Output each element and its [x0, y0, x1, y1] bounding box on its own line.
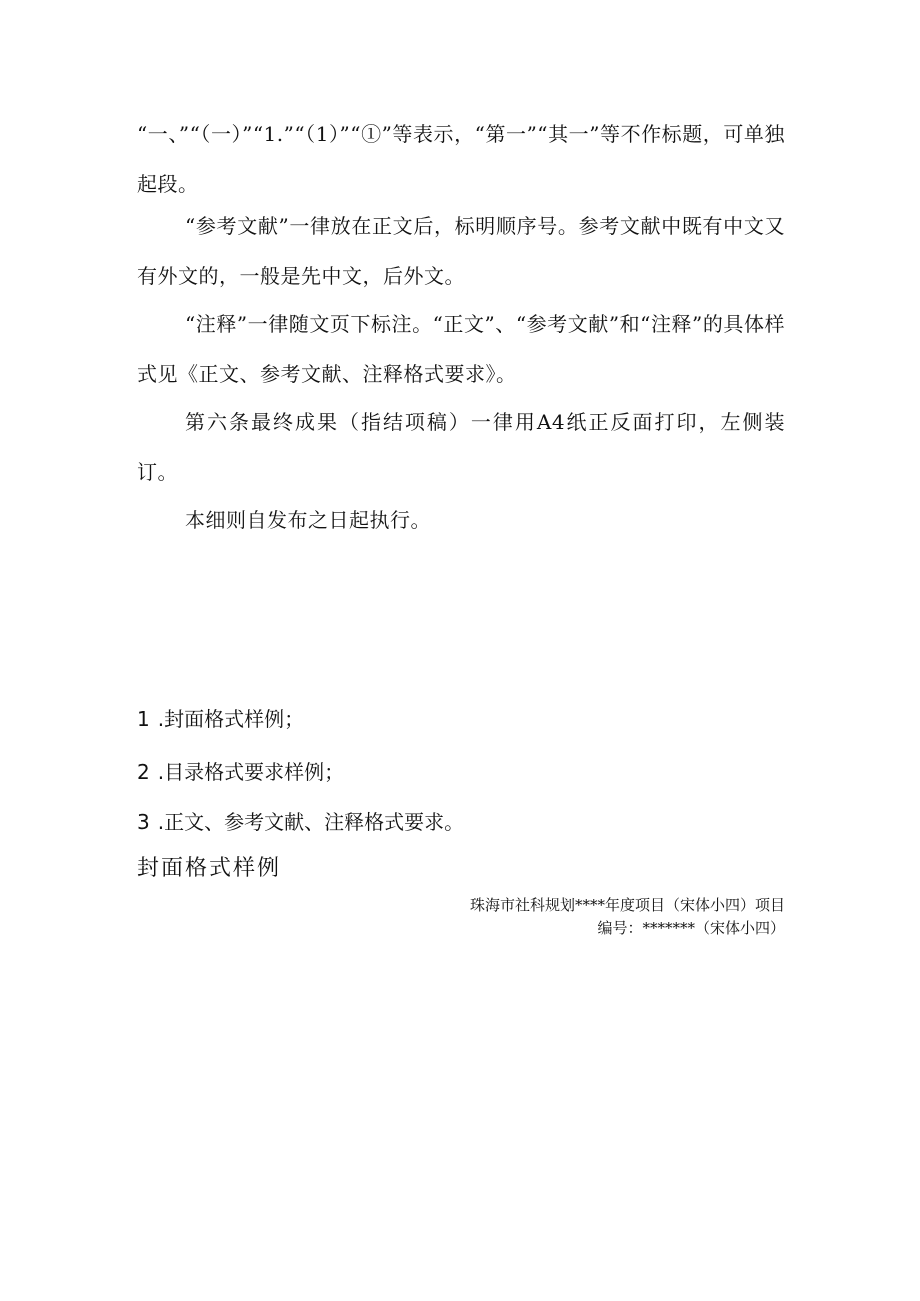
- attachment-number: 1: [137, 707, 150, 731]
- attachment-label: .封面格式样例；: [157, 707, 305, 731]
- paragraph-heading-numbering: “一、”“（一）”“1.”“（1）”“①”等表示，“第一”“其一”等不作标题，可单独起段。: [137, 122, 785, 196]
- attachment-item: [137, 704, 785, 734]
- attachment-number: 3: [137, 810, 150, 834]
- cover-number-line: 编号：*******（宋体小四）: [597, 919, 785, 937]
- attachment-label: .正文、参考文献、注释格式要求。: [157, 810, 465, 834]
- attachment-item: [137, 757, 785, 787]
- attachment-number: 2: [137, 760, 150, 784]
- paragraph-annotations: “注释”一律随文页下标注。“正文”、“参考文献”和“注释”的具体样式见《正文、参考文献、注释格式要求》。: [137, 312, 785, 386]
- paragraph-references: “参考文献”一律放在正文后，标明顺序号。参考文献中既有中文又有外文的，一般是先中文，后外文。: [137, 214, 785, 288]
- cover-section-heading: 封面格式样例: [137, 856, 282, 881]
- paragraph-effective-date: 本细则自发布之日起执行。: [185, 508, 431, 532]
- attachment-item: [137, 807, 785, 837]
- attachment-label: .目录格式要求样例；: [157, 760, 345, 784]
- paragraph-article-six: 第六条最终成果（指结项稿）一律用A4纸正反面打印，左侧装订。: [137, 410, 785, 484]
- cover-project-line: 珠海市社科规划****年度项目（宋体小四）项目: [469, 896, 785, 914]
